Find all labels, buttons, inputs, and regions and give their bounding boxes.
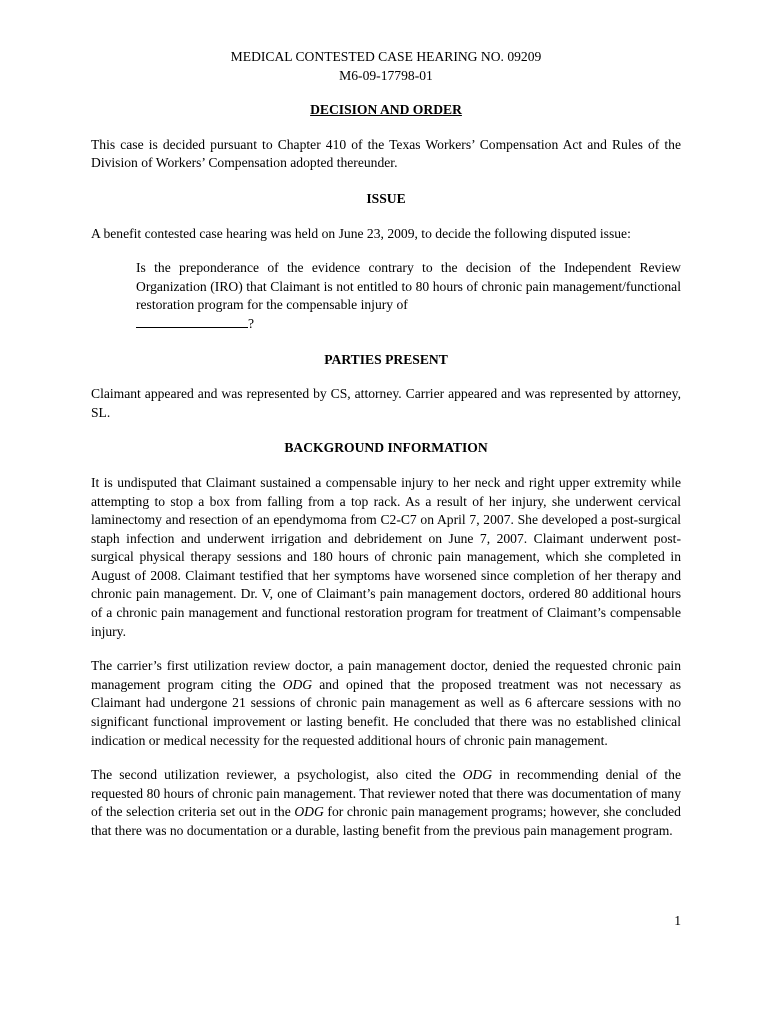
page-number: 1 bbox=[674, 913, 681, 928]
p2-text-a: The carrier’s first utilization review doctor, a pain management doctor, denied the requested chronic pain management program citing the bbox=[91, 658, 681, 692]
background-paragraph-1: It is undisputed that Claimant sustained a compensable injury to her neck and right upper extremity while attempting to stop a box from falling from a top rack. As a result of her injury, she underwent cervical laminectomy and resection of an ependymoma from C2-C7 on April 7, 2007. She developed a post-surgical staph infection and underwent irrigation and debridement on June 7, 2007. Claimant underwent post-surgical physical therapy sessions and 180 hours of chronic pain management, which she completed in August of 2008. Claimant testified that her symptoms have worsened since completion of her therapy and chronic pain management. Dr. V, one of Claimant’s pain management doctors, ordered 80 additional hours of a chronic pain management and functional restoration program for treatment of Claimant’s compensable injury. bbox=[91, 474, 681, 639]
background-paragraph-2 bbox=[91, 657, 681, 750]
parties-text: Claimant appeared and was represented by CS, attorney. Carrier appeared and was represented by attorney, SL. bbox=[91, 386, 681, 420]
p3-odg-citation-2: ODG bbox=[294, 804, 324, 820]
background-heading: BACKGROUND INFORMATION bbox=[284, 440, 488, 456]
disputed-issue-question bbox=[136, 259, 681, 333]
p2-odg-citation: ODG bbox=[282, 676, 313, 692]
case-number: M6-09-17798-01 bbox=[339, 67, 433, 83]
p3-text-a: The second utilization reviewer, a psychologist, also cited the bbox=[91, 767, 463, 783]
background-paragraph-3 bbox=[91, 766, 681, 840]
issue-text: A benefit contested case hearing was held on June 23, 2009, to decide the following disputed issue: bbox=[91, 225, 631, 241]
intro-paragraph: This case is decided pursuant to Chapter 410 of the Texas Workers’ Compensation Act and Rules of the Division of Workers’ Compensation adopted thereunder. bbox=[91, 136, 681, 171]
document-page bbox=[91, 48, 681, 988]
parties-heading: PARTIES PRESENT bbox=[324, 351, 448, 367]
p2-text-b: and opined that the proposed treatment was not necessary as Claimant had undergone 21 sessions of chronic pain management as well as 6 aftercare sessions with no significant functional improvement or lasting benefit. He concluded that there was no established clinical indication or medical necessity for the requested additional hours of chronic pain management. bbox=[91, 676, 681, 748]
p3-odg-citation-1: ODG bbox=[462, 767, 493, 783]
injury-date-blank bbox=[136, 315, 248, 328]
p3-text-b: in recommending denial of the requested 80 hours of chronic pain management. That reviewer noted that there was documentation of many of the selection criteria set out in the bbox=[91, 767, 681, 820]
issue-heading: ISSUE bbox=[366, 190, 406, 206]
decision-title: DECISION AND ORDER bbox=[310, 102, 462, 118]
p3-text-c: for chronic pain management programs; however, she concluded that there was no documentation or a durable, lasting benefit from the previous pain management program. bbox=[91, 804, 681, 838]
disputed-issue-text: Is the preponderance of the evidence contrary to the decision of the Independent Review Organization (IRO) that Claimant is not entitled to 80 hours of chronic pain management/functional restoration program for the compensable injury of bbox=[136, 260, 681, 313]
case-title: MEDICAL CONTESTED CASE HEARING NO. 09209 bbox=[230, 49, 542, 64]
question-mark: ? bbox=[248, 315, 255, 331]
